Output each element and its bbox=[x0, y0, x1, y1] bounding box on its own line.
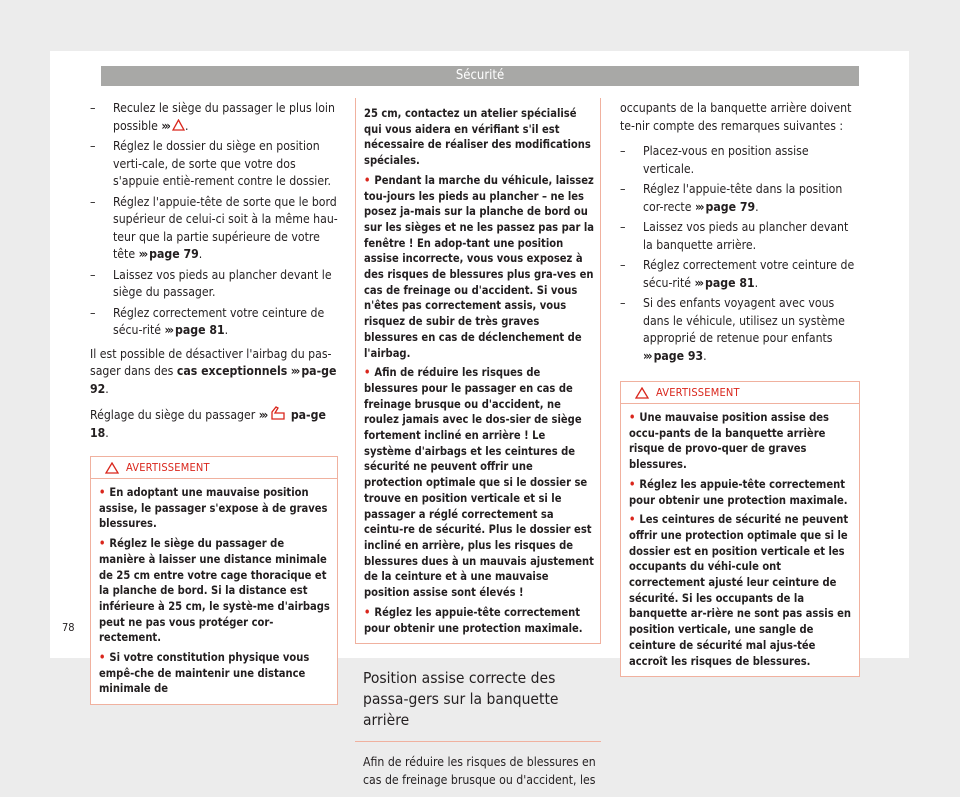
xref-arrow: ››› bbox=[138, 247, 147, 261]
xref-arrow: ››› bbox=[164, 323, 173, 337]
page-link[interactable]: page 79 bbox=[149, 247, 199, 261]
list-item: – Reculez le siège du passager le plus loin possible ››› . bbox=[90, 100, 338, 135]
warning-icon bbox=[105, 462, 119, 474]
warning-box bbox=[90, 456, 338, 705]
warning-icon bbox=[172, 119, 185, 131]
warning-item: • Pendant la marche du véhicule, laissez tou-jours les pieds au plancher – ne les posez ja-mais sur la planche de bord ou sur les sièges et ne les passez pas par la fenêtre ! En adop-tant une position assise incorrecte, vous vous exposez à des risques de blessures plus gra-ves en cas de freinage ou d'accident. Si vous n'êtes pas correctement assis, vous risquez de subir de très graves blessures en cas de déclenchement de l'airbag. bbox=[364, 173, 595, 360]
page-link[interactable]: page 79 bbox=[705, 199, 756, 214]
list-item: – Réglez l'appuie-tête dans la position cor-recte ››› page 79. bbox=[620, 181, 860, 216]
warning-header: AVERTISSEMENT bbox=[621, 382, 859, 404]
bullet-icon: • bbox=[364, 605, 371, 619]
page-link[interactable]: page 93 bbox=[653, 348, 704, 363]
list-item: – Réglez correctement votre ceinture de sécu-rité ››› page 81. bbox=[620, 257, 860, 292]
bullet-icon: • bbox=[99, 651, 106, 665]
column-2 bbox=[355, 98, 601, 797]
warning-item: • Une mauvaise position assise des occu-pants de la banquette arrière risque de provo-quer de graves blessures. bbox=[629, 411, 829, 472]
list-item: – Placez-vous en position assise verticale. bbox=[620, 143, 860, 178]
xref-arrow: ››› bbox=[643, 348, 651, 363]
xref-arrow: ››› bbox=[290, 364, 299, 378]
page-link[interactable]: page 81 bbox=[705, 275, 755, 290]
warning-item: • Si votre constitution physique vous empê-che de maintenir une distance minimale de bbox=[99, 651, 310, 696]
page-link[interactable]: pa-ge 18 bbox=[90, 408, 326, 440]
bullet-icon: • bbox=[364, 173, 371, 187]
warning-icon bbox=[635, 387, 649, 399]
bullet-icon: • bbox=[629, 411, 636, 424]
bullet-icon: • bbox=[629, 513, 636, 527]
list-item: – Réglez l'appuie-tête de sorte que le bord supérieur de celui-ci soit à la même hau-teur que la partie supérieure de votre tête ››› page 79. bbox=[90, 194, 338, 264]
warning-item: • Réglez les appuie-tête correctement pour obtenir une protection maximale. bbox=[364, 605, 583, 635]
column-3 bbox=[620, 100, 860, 677]
page-link[interactable]: pa-ge 92 bbox=[90, 364, 337, 396]
warning-box bbox=[620, 381, 860, 677]
warning-item: • Les ceintures de sécurité ne peuvent offrir une protection optimale que si le dossier est en position verticale et les occupants du véhi-cule ont correctement ajusté leur ceinture de sécurité. Si les occupants de la banquette ar-rière ne sont pas assis en position verticale, une sangle de ceinture de sécurité mal ajus-tée accroît les risques de blessures. bbox=[629, 513, 851, 668]
warning-text: 25 cm, contactez un atelier spécialisé qui vous aidera en vérifiant s'il est nécessaire de réaliser des modifications spéciales. bbox=[364, 107, 591, 168]
paragraph: occupants de la banquette arrière doivent te-nir compte des remarques suivantes : bbox=[620, 101, 852, 133]
warning-box-continued bbox=[355, 98, 601, 644]
bullet-icon: • bbox=[629, 477, 636, 491]
paragraph: Il est possible de désactiver l'airbag du pas-sager dans des cas exceptionnels ››› pa-ge 92. bbox=[90, 346, 337, 396]
bullet-icon: • bbox=[99, 486, 106, 499]
warning-item: • En adoptant une mauvaise position assise, le passager s'expose à de graves blessures. bbox=[99, 486, 328, 531]
xref-arrow: ››› bbox=[258, 408, 267, 422]
page-number: 78 bbox=[62, 621, 75, 634]
list-item: – Réglez le dossier du siège en position verti-cale, de sorte que votre dos s'appuie entiè-rement contre le dossier. bbox=[90, 138, 338, 191]
seat-adjust-icon bbox=[269, 406, 287, 420]
warning-item: • Réglez les appuie-tête correctement pour obtenir une protection maximale. bbox=[629, 477, 848, 507]
list-item: – Si des enfants voyagent avec vous dans le véhicule, utilisez un système approprié de retenue pour enfants ››› page 93. bbox=[620, 295, 860, 365]
list-item: – Laissez vos pieds au plancher devant la banquette arrière. bbox=[620, 219, 860, 254]
xref-arrow: ››› bbox=[694, 275, 703, 290]
bullet-icon: • bbox=[364, 366, 371, 380]
warning-header: AVERTISSEMENT bbox=[91, 457, 337, 479]
section-heading: Position assise correcte des passa-gers sur la banquette arrière bbox=[355, 668, 601, 742]
page-link[interactable]: page 81 bbox=[175, 323, 225, 337]
paragraph: Afin de réduire les risques de blessures en cas de freinage brusque ou d'accident, les bbox=[363, 755, 596, 787]
warning-item: • Réglez le siège du passager de manière à laisser une distance minimale de 25 cm entre votre cage thoracique et la planche de bord. Si la distance est inférieure à 25 cm, le systè-me d'airbags peut ne pas vous protéger cor-rectement. bbox=[99, 537, 330, 645]
column-1 bbox=[90, 100, 338, 705]
xref-arrow: ››› bbox=[694, 199, 703, 214]
warning-item: • Afin de réduire les risques de blessures pour le passager en cas de freinage brusque ou d'accident, ne roulez jamais avec le dos-sier de siège fortement incliné en arrière ! Le système d'airbags et les ceintures de sécurité ne peuvent offrir une protection optimale que si le dossier se trouve en position verticale et si le passager a réglé correctement sa ceintu-re de sécurité. Plus le dossier est incliné en arrière, plus les risques de blessures dues à un mauvais ajustement de la ceinture et à une mauvaise position assise sont élevés ! bbox=[364, 366, 594, 600]
list-item: – Réglez correctement votre ceinture de sécu-rité ››› page 81. bbox=[90, 305, 338, 340]
page-header: Sécurité bbox=[101, 66, 859, 86]
bullet-icon: • bbox=[99, 537, 106, 551]
paragraph: Réglage du siège du passager ››› pa-ge 18. bbox=[90, 408, 326, 440]
list-item: – Laissez vos pieds au plancher devant le siège du passager. bbox=[90, 267, 338, 302]
xref-arrow: ››› bbox=[161, 118, 169, 133]
